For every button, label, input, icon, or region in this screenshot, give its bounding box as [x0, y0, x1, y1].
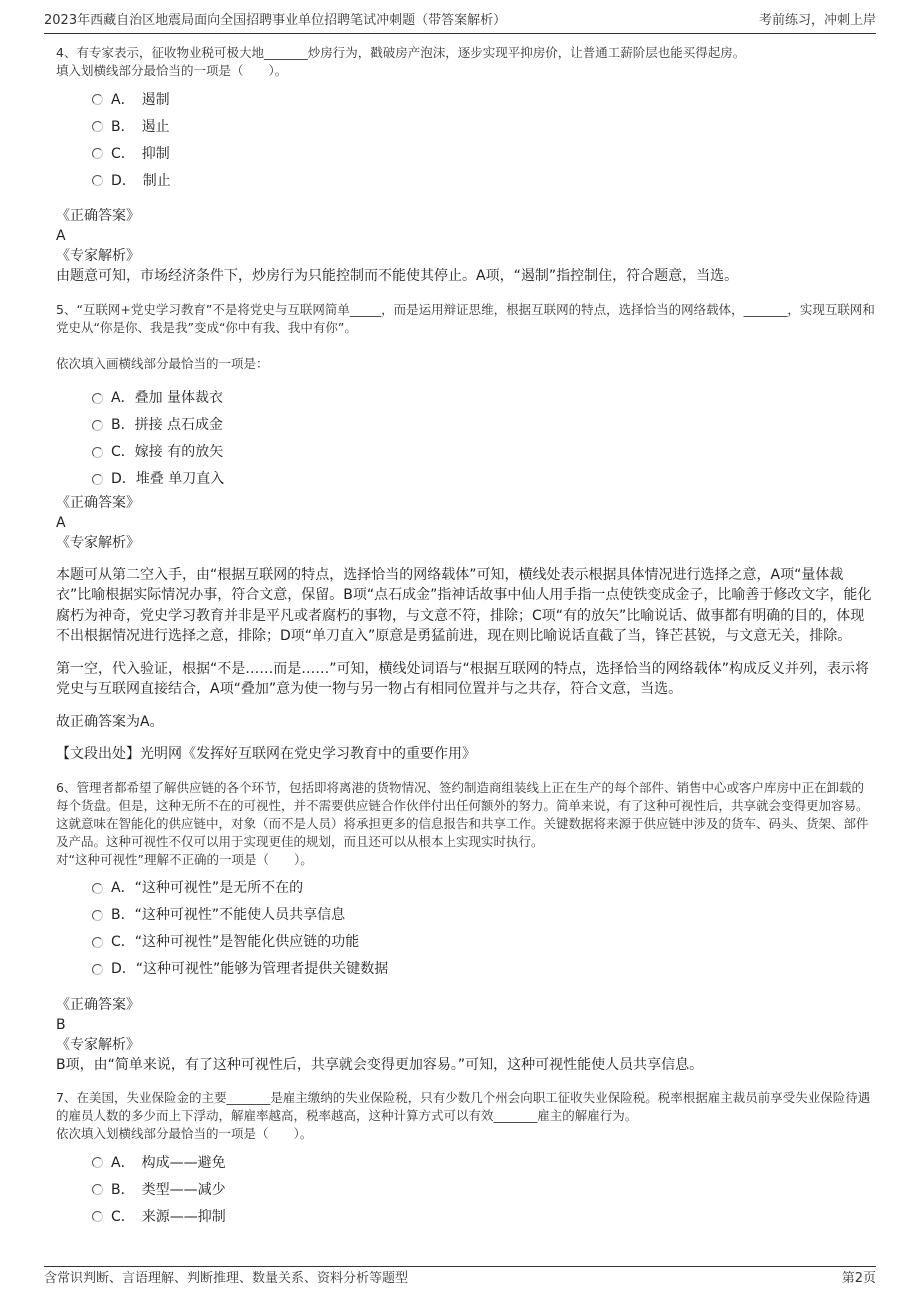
option-label: D．堆叠 单刀直入 [111, 471, 225, 487]
q7-option-c[interactable] [92, 1203, 876, 1230]
radio-icon[interactable] [92, 175, 103, 186]
q6-options [92, 875, 876, 983]
q5-answer: A [56, 514, 66, 531]
radio-icon[interactable] [92, 420, 103, 431]
radio-icon[interactable] [92, 94, 103, 105]
document-title: 2023年西藏自治区地震局面向全国招聘事业单位招聘笔试冲刺题（带答案解析） [44, 13, 507, 28]
q5-option-a[interactable] [92, 385, 876, 412]
question-prompt: 填入划横线部分最恰当的一项是（ ）。 [56, 63, 288, 78]
header-slogan: 考前练习，冲刺上岸 [758, 13, 876, 28]
option-label: B． 遏止 [111, 118, 170, 135]
q7-option-b[interactable] [92, 1176, 876, 1203]
radio-icon[interactable] [92, 148, 103, 159]
radio-icon[interactable] [92, 474, 103, 485]
option-label: C． 抑制 [111, 145, 170, 162]
q5-options [92, 385, 876, 493]
page-footer [44, 1266, 876, 1288]
radio-icon[interactable] [92, 1184, 103, 1195]
q4-analysis: 由题意可知，市场经济条件下，炒房行为只能控制而不能使其停止。A项，“遏制”指控制住，符合题意，当选。 [56, 268, 739, 284]
option-label: A． 构成——避免 [111, 1154, 226, 1171]
question-text: 4、有专家表示，征收物业税可极大地_______炒房行为，戳破房产泡沫，逐步实现平抑房价，让普通工薪阶层也能买得起房。 [56, 45, 746, 60]
question-text: 7、在美国，失业保险金的主要_______是雇主缴纳的失业保险税，只有少数几个州会向职工征收失业保险税。税率根据雇主裁员前享受失业保险待遇的雇员人数的多少而上下浮动，解雇率越高，税率越高，这种计算方式可以有效_______雇主的解雇行为。 [56, 1090, 871, 1123]
q4-answer: A [56, 228, 66, 244]
q5-source: 【文段出处】光明网《发挥好互联网在党史学习教育中的重要作用》 [56, 746, 476, 762]
question-prompt: 依次填入划横线部分最恰当的一项是（ ）。 [56, 1126, 313, 1141]
question-text: 5、“互联网+党史学习教育”不是将党史与互联网简单_____，而是运用辩证思维，根据互联网的特点，选择恰当的网络载体，_______，实现互联网和党史从“你是你、我是我”变成“你中有我、我中有你”。 [56, 301, 875, 335]
q6-option-c[interactable] [92, 929, 876, 956]
q5-analysis-3: 故正确答案为A。 [56, 713, 164, 730]
q5-option-d[interactable] [92, 466, 876, 493]
q7-option-a[interactable] [92, 1149, 876, 1176]
answer-label: 《正确答案》 [56, 208, 140, 224]
option-label: B． 类型——减少 [111, 1181, 226, 1198]
option-label: A． 遏制 [111, 91, 170, 108]
radio-icon[interactable] [92, 937, 103, 948]
footer-topics: 含常识判断、言语理解、判断推理、数量关系、资料分析等题型 [44, 1271, 409, 1286]
analysis-label: 《专家解析》 [56, 1036, 140, 1053]
q5-option-c[interactable] [92, 439, 876, 466]
option-label: A．“这种可视性”是无所不在的 [111, 880, 304, 896]
q4-option-b[interactable] [92, 113, 876, 140]
q5-option-b[interactable] [92, 412, 876, 439]
option-label: C． 来源——抑制 [111, 1208, 226, 1225]
question-4 [56, 44, 876, 80]
radio-icon[interactable] [92, 883, 103, 894]
question-prompt: 对“这种可视性”理解不正确的一项是（ ）。 [56, 851, 313, 867]
radio-icon[interactable] [92, 964, 103, 975]
question-7 [56, 1089, 876, 1143]
option-label: D．“这种可视性”能够为管理者提供关键数据 [111, 961, 389, 977]
q6-option-d[interactable] [92, 956, 876, 983]
content [44, 44, 876, 1270]
question-text: 6、管理者都希望了解供应链的各个环节，包括即将离港的货物情况、签约制造商组装线上正在生产的每个部件、销售中心或客户库房中正在卸载的每个货盘。但是，这种无所不在的可视性，并不需要供应链合作伙伴付出任何额外的努力。简单来说，有了这种可视性后，共享就会变得更加容易。这就意味在智能化的供应链中，对象（而不是人员）将承担更多的信息报告和共享工作。关键数据将来源于供应链中涉及的货车、码头、货架、部件及产品。这种可视性不仅可以用于实现更佳的规划，而且还可以从根本上实现实时执行。 [56, 779, 869, 849]
option-label: B．“这种可视性”不能使人员共享信息 [111, 907, 346, 923]
q5-analysis-2: 第一空，代入验证，根据“不是……而是……”可知，横线处词语与“根据互联网的特点，选择恰当的网络载体”构成反义并列，表示将党史与互联网直接结合，A项“叠加”意为使一物与另一物占有相同位置并与之共存，符合文意，当选。 [56, 660, 870, 697]
q4-option-d[interactable] [92, 167, 876, 194]
q6-analysis: B项，由“简单来说，有了这种可视性后，共享就会变得更加容易。”可知，这种可视性能使人员共享信息。 [56, 1056, 704, 1073]
radio-icon[interactable] [92, 1157, 103, 1168]
question-5 [56, 301, 876, 373]
q6-option-b[interactable] [92, 902, 876, 929]
option-label: A．叠加 量体裁衣 [111, 390, 224, 406]
radio-icon[interactable] [92, 447, 103, 458]
page-header [44, 12, 876, 34]
answer-label: 《正确答案》 [56, 494, 140, 511]
option-label: D． 制止 [111, 172, 171, 189]
q7-options [92, 1149, 876, 1230]
radio-icon[interactable] [92, 910, 103, 921]
q6-option-a[interactable] [92, 875, 876, 902]
radio-icon[interactable] [92, 121, 103, 132]
radio-icon[interactable] [92, 393, 103, 404]
option-label: C．“这种可视性”是智能化供应链的功能 [111, 934, 360, 950]
q4-options [92, 86, 876, 194]
q6-answer: B [56, 1016, 66, 1033]
option-label: B．拼接 点石成金 [111, 417, 224, 433]
option-label: C．嫁接 有的放矢 [111, 444, 224, 460]
analysis-label: 《专家解析》 [56, 248, 140, 264]
q5-analysis-1: 本题可从第二空入手，由“根据互联网的特点，选择恰当的网络载体”可知，横线处表示根据具体情况进行选择之意，A项“量体裁衣”比喻根据实际情况办事，符合文意，保留。B项“点石成金”指神话故事中仙人用手指一点使铁变成金子，比喻善于修改文字，能化腐朽为神奇，党史学习教育并非是平凡或者腐朽的事物，与文意不符，排除；C项“有的放矢”比喻说话、做事都有明确的目的，体现不出根据情况进行选择之意，排除；D项“单刀直入”原意是勇猛前进，现在则比喻说话直截了当，锋芒甚锐，与文意无关，排除。 [56, 566, 872, 644]
page-number: 第2页 [841, 1271, 876, 1286]
question-6 [56, 779, 876, 869]
analysis-label: 《专家解析》 [56, 534, 140, 551]
answer-label: 《正确答案》 [56, 996, 140, 1013]
question-prompt: 依次填入画横线部分最恰当的一项是： [56, 355, 269, 371]
q4-option-c[interactable] [92, 140, 876, 167]
radio-icon[interactable] [92, 1211, 103, 1222]
q4-option-a[interactable] [92, 86, 876, 113]
